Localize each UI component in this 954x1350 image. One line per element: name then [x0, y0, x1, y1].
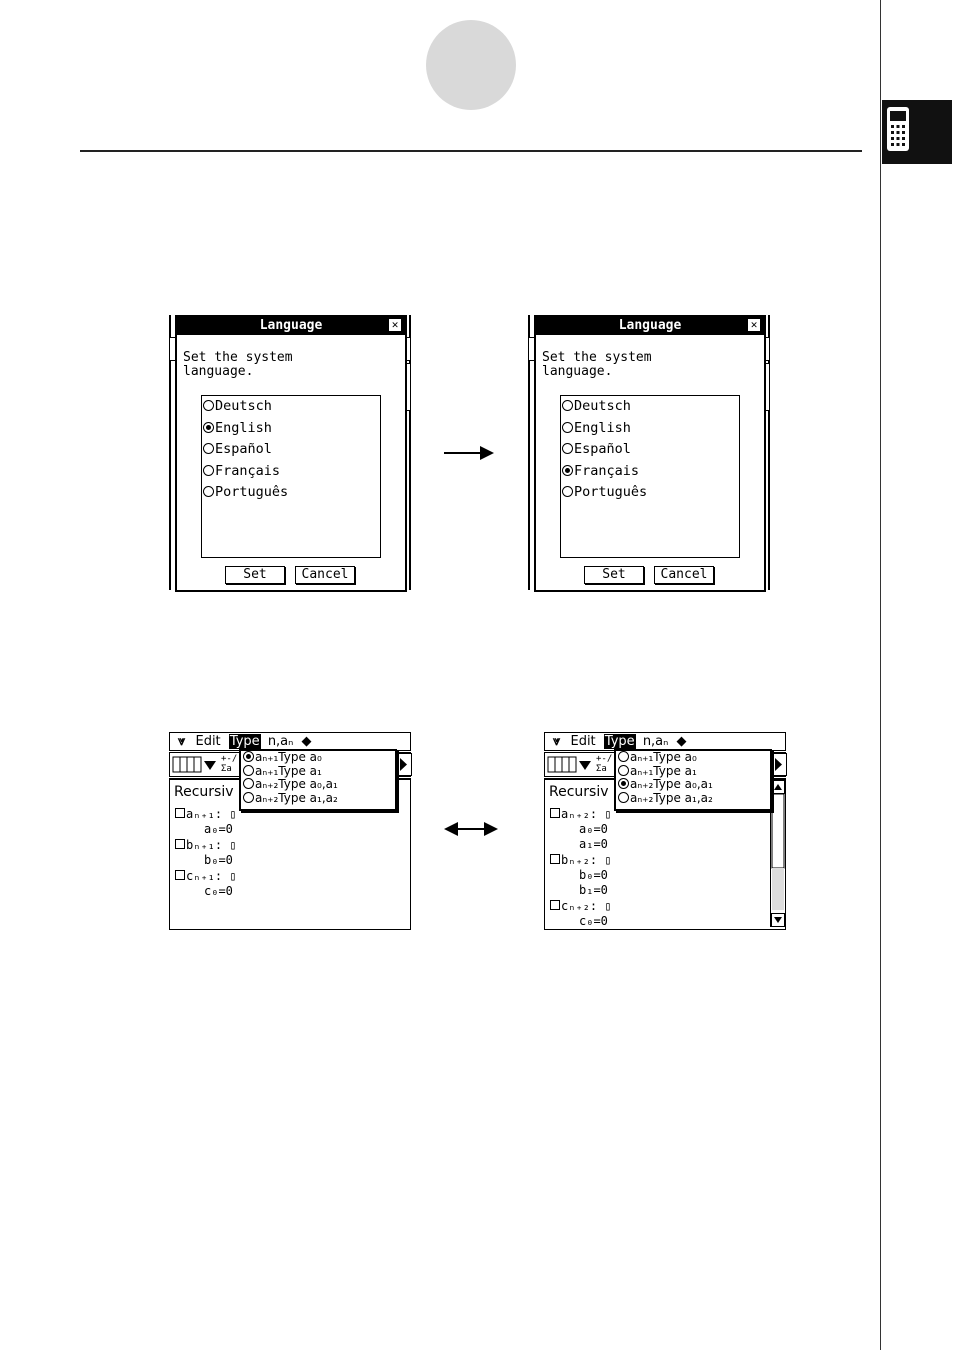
radio-icon	[562, 400, 573, 411]
language-option[interactable]: Deutsch	[202, 396, 380, 418]
radio-icon	[203, 400, 214, 411]
dialog-title: Language	[536, 317, 764, 335]
type-menu-item[interactable]: aₙ₊₁Type a₁	[241, 765, 395, 779]
menu-n-an[interactable]: n,aₙ	[642, 734, 669, 749]
equation-row[interactable]: bₙ₊₂: ▯	[550, 854, 612, 866]
radio-icon	[562, 443, 573, 454]
recursive-tab[interactable]: Recursiv	[549, 784, 609, 800]
language-list	[201, 395, 381, 558]
type-menu-item[interactable]: aₙ₊₂Type a₁,a₂	[241, 792, 395, 806]
radio-icon	[618, 751, 629, 762]
type-menu-item[interactable]: aₙ₊₂Type a₀,a₁	[241, 778, 395, 792]
initial-row[interactable]: b₀=0	[579, 868, 608, 882]
recursive-tab[interactable]: Recursiv	[174, 784, 234, 800]
header-rule	[80, 150, 862, 152]
dialog-window	[175, 315, 407, 592]
radio-selected-icon	[618, 778, 629, 789]
type-menu	[614, 749, 772, 811]
menu-chevron-icon[interactable]: ⩔	[178, 734, 186, 749]
radio-icon	[243, 792, 254, 803]
radio-icon	[618, 792, 629, 803]
language-option[interactable]: English	[561, 418, 739, 440]
radio-icon	[203, 465, 214, 476]
checkbox-icon[interactable]	[550, 808, 560, 818]
menu-diamond-icon[interactable]: ◆	[676, 734, 687, 749]
initial-row[interactable]: c₀=0	[579, 914, 608, 928]
type-menu-item[interactable]: aₙ₊₁Type a₀	[241, 751, 395, 765]
checkbox-icon[interactable]	[175, 808, 185, 818]
language-option[interactable]: Français	[202, 461, 380, 483]
checkbox-icon[interactable]	[175, 839, 185, 849]
initial-row[interactable]: a₀=0	[204, 822, 233, 836]
dialog-window	[534, 315, 766, 592]
radio-selected-icon	[243, 751, 254, 762]
radio-icon	[203, 443, 214, 454]
language-option[interactable]: Deutsch	[561, 396, 739, 418]
chapter-circle	[426, 20, 516, 110]
language-option[interactable]: Français	[561, 461, 739, 483]
close-icon[interactable]: ✕	[389, 319, 401, 331]
language-option[interactable]: English	[202, 418, 380, 440]
type-menu-item[interactable]: aₙ₊₁Type a₁	[616, 765, 770, 779]
menu-n-an[interactable]: n,aₙ	[267, 734, 294, 749]
cancel-button[interactable]: Cancel	[295, 566, 355, 584]
dialog-title: Language	[177, 317, 405, 335]
radio-selected-icon	[562, 465, 573, 476]
radio-icon	[562, 486, 573, 497]
radio-selected-icon	[203, 422, 214, 433]
equation-row[interactable]: aₙ₊₂: ▯	[550, 808, 612, 820]
language-dialog-before	[169, 315, 411, 590]
language-option[interactable]: Español	[202, 439, 380, 461]
set-button[interactable]: Set	[225, 566, 285, 584]
menu-type[interactable]: Type	[229, 734, 260, 749]
arrow-right-icon	[444, 443, 496, 463]
chapter-tab	[882, 100, 952, 164]
set-button[interactable]: Set	[584, 566, 644, 584]
language-dialog-after	[528, 315, 770, 590]
toolbar-table-icons[interactable]	[547, 756, 595, 773]
language-option[interactable]: Português	[561, 482, 739, 504]
cancel-button[interactable]: Cancel	[654, 566, 714, 584]
language-list	[560, 395, 740, 558]
radio-icon	[243, 778, 254, 789]
initial-row[interactable]: a₁=0	[579, 837, 608, 851]
radio-icon	[618, 765, 629, 776]
equation-row[interactable]: bₙ₊₁: ▯	[175, 839, 237, 851]
type-menu-item[interactable]: aₙ₊₁Type a₀	[616, 751, 770, 765]
dialog-prompt: Set the system language.	[542, 350, 652, 379]
margin-rule	[880, 0, 881, 1350]
dialog-prompt: Set the system language.	[183, 350, 293, 379]
radio-icon	[562, 422, 573, 433]
menu-chevron-icon[interactable]: ⩔	[553, 734, 561, 749]
arrow-both-icon	[444, 819, 498, 839]
equation-row[interactable]: aₙ₊₁: ▯	[175, 808, 237, 820]
radio-icon	[243, 765, 254, 776]
radio-icon	[203, 486, 214, 497]
calculator-icon	[886, 106, 910, 152]
initial-row[interactable]: a₀=0	[579, 822, 608, 836]
sequence-window-after	[544, 732, 786, 929]
sequence-window-before	[169, 732, 411, 929]
equation-row[interactable]: cₙ₊₁: ▯	[175, 870, 237, 882]
initial-row[interactable]: c₀=0	[204, 884, 233, 898]
menu-type[interactable]: Type	[604, 734, 635, 749]
menu-diamond-icon[interactable]: ◆	[301, 734, 312, 749]
menu-edit[interactable]: Edit	[195, 734, 221, 749]
equation-row[interactable]: cₙ₊₂: ▯	[550, 900, 612, 912]
checkbox-icon[interactable]	[550, 854, 560, 864]
type-menu-item[interactable]: aₙ₊₂Type a₁,a₂	[616, 792, 770, 806]
type-menu-item[interactable]: aₙ₊₂Type a₀,a₁	[616, 778, 770, 792]
menu-edit[interactable]: Edit	[570, 734, 596, 749]
vertical-scrollbar[interactable]	[770, 780, 785, 927]
initial-row[interactable]: b₀=0	[204, 853, 233, 867]
checkbox-icon[interactable]	[175, 870, 185, 880]
close-icon[interactable]: ✕	[748, 319, 760, 331]
language-option[interactable]: Español	[561, 439, 739, 461]
checkbox-icon[interactable]	[550, 900, 560, 910]
initial-row[interactable]: b₁=0	[579, 883, 608, 897]
language-option[interactable]: Português	[202, 482, 380, 504]
sum-icon[interactable]: +-/ Σa	[596, 754, 613, 774]
sum-icon[interactable]: +-/ Σa	[221, 754, 238, 774]
toolbar-table-icons[interactable]	[172, 756, 220, 773]
type-menu	[239, 749, 397, 811]
